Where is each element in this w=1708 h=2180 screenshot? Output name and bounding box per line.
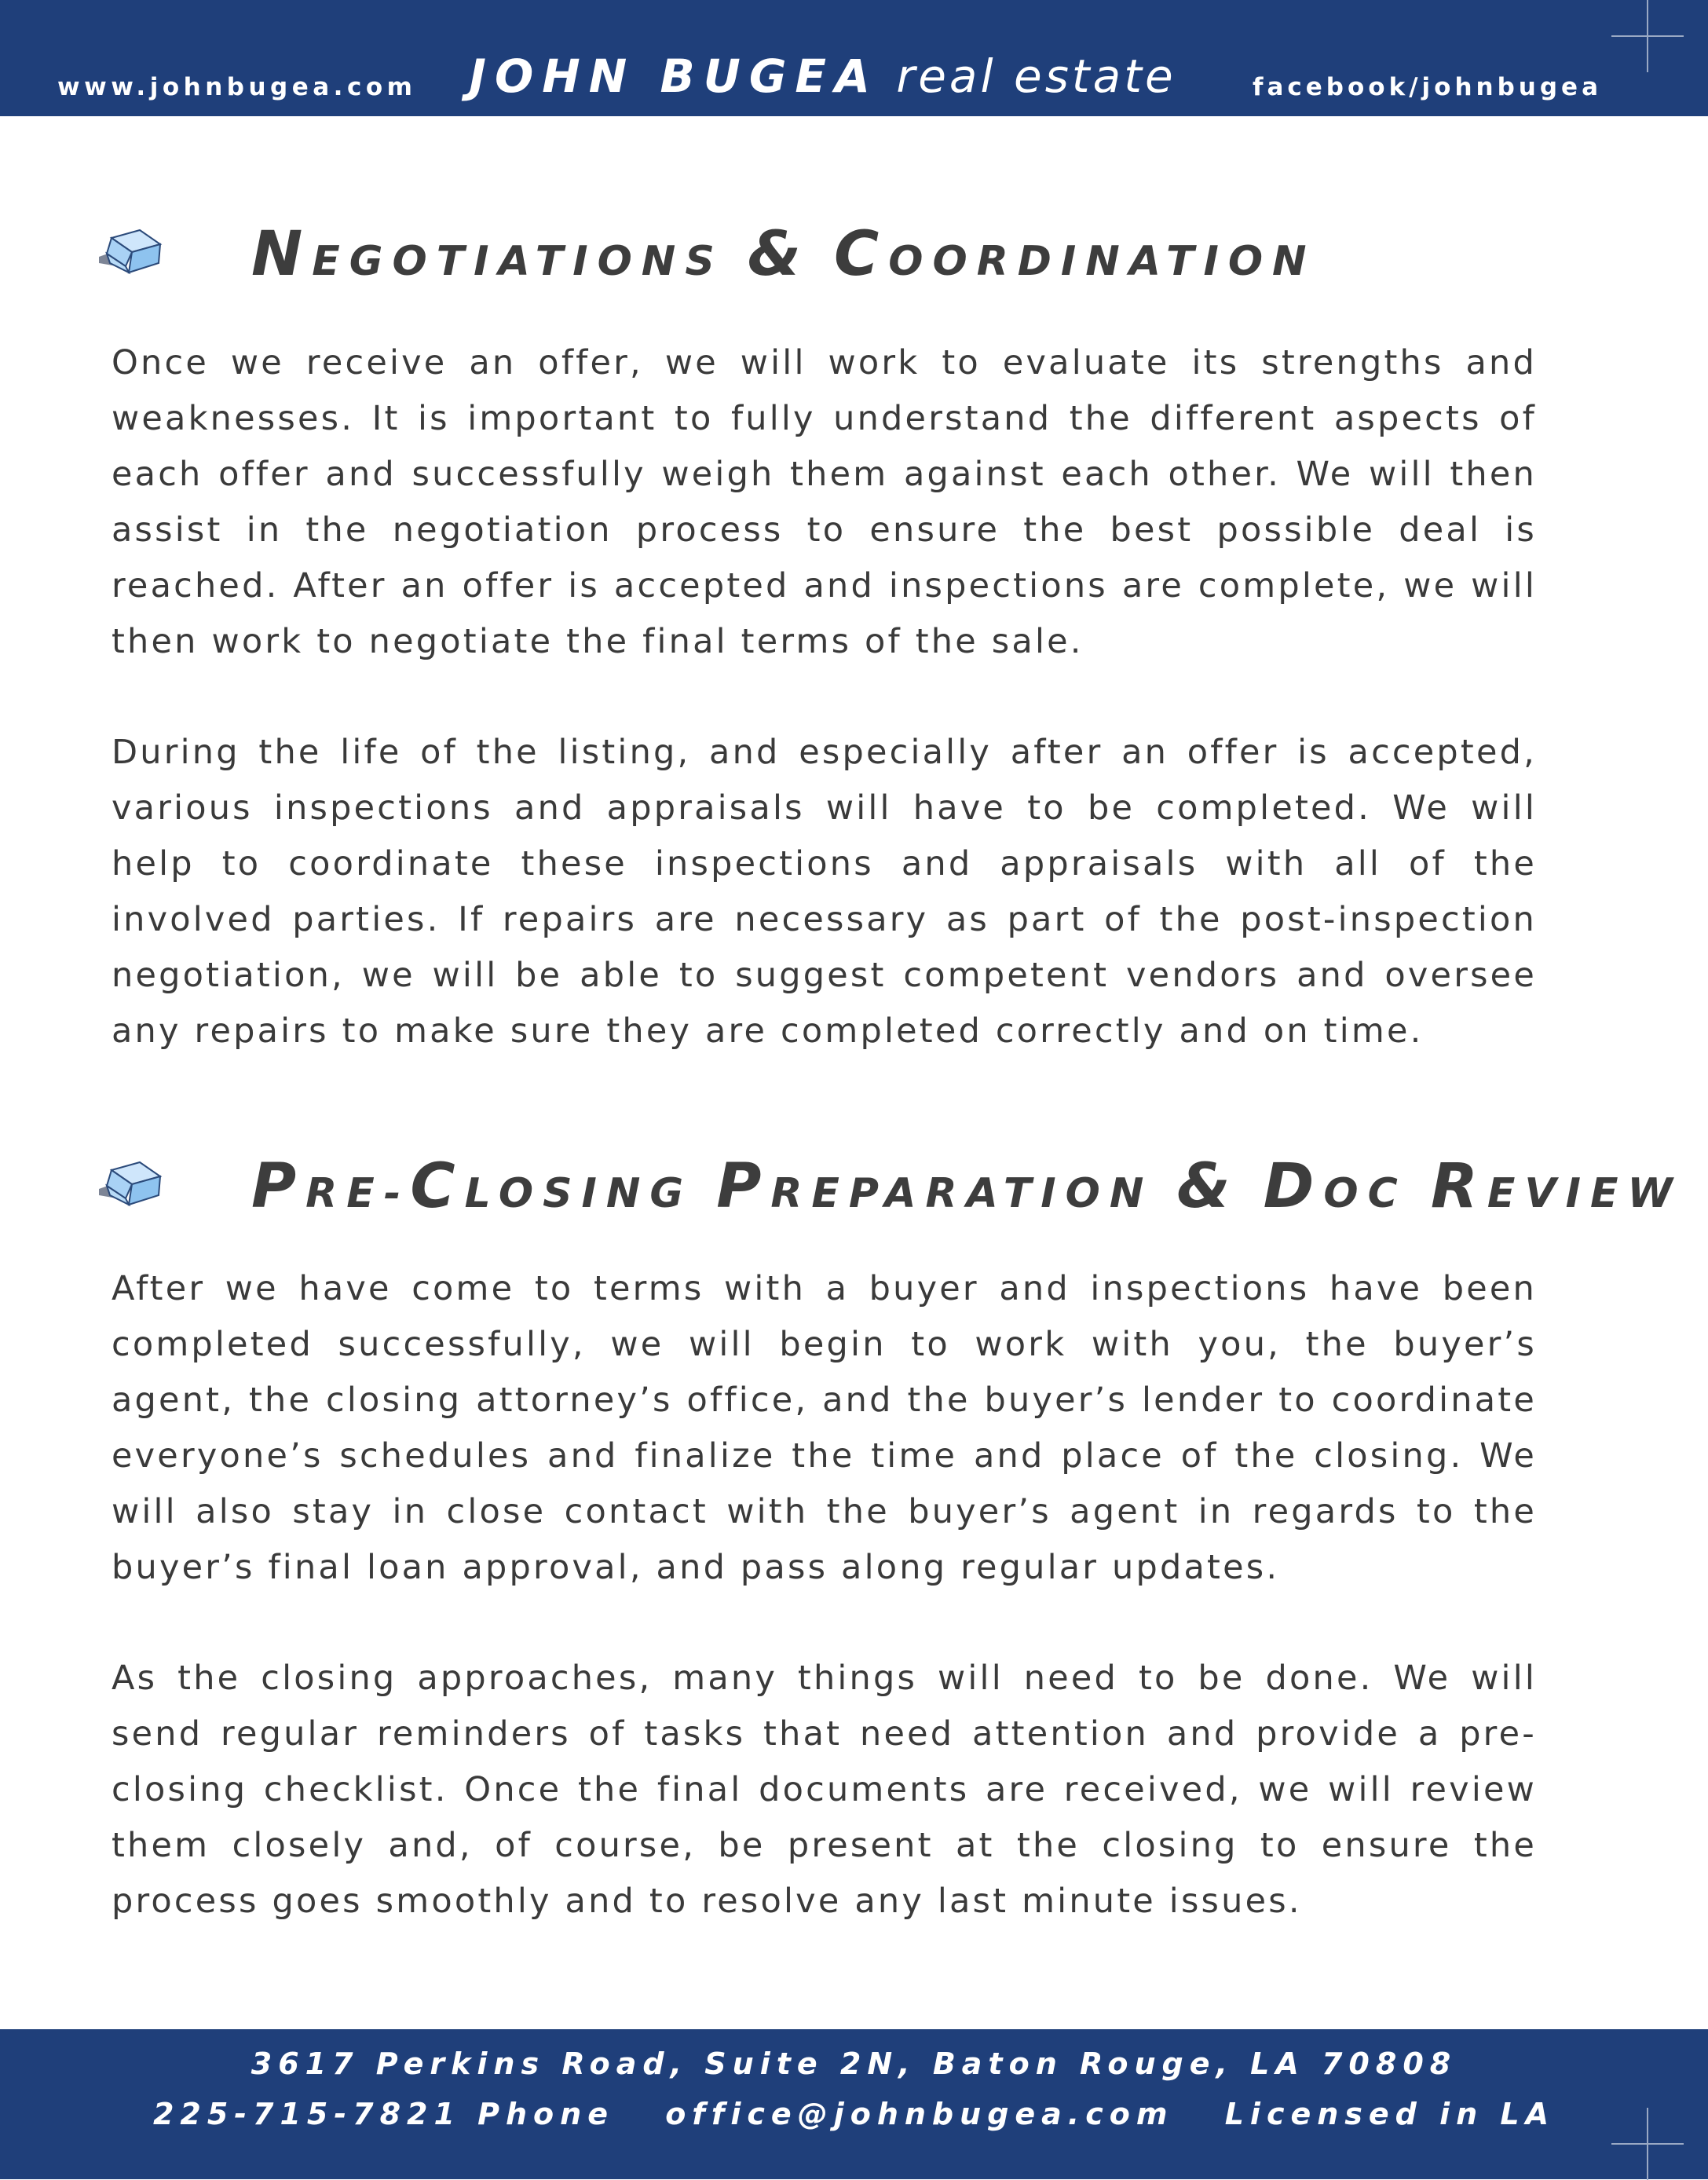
brand-name: JOHN BUGEA bbox=[469, 49, 879, 103]
house-icon bbox=[94, 224, 165, 280]
title-word: DOC bbox=[1263, 1151, 1407, 1222]
footer-phone: 225-715-7821 Phone bbox=[152, 2097, 614, 2131]
title-word: NEGOTIATIONS bbox=[251, 219, 724, 290]
paragraph: After we have come to terms with a buyer and inspections have been completed successfully, we will begin to work with you, the buyer’s agent, the closing attorney’s office, and the buyer’s lender to coordinate everyone’s schedules and finalize the time and place of the closing. We will also stay in close contact with the buyer’s agent in regards to the buyer’s final loan approval, and pass along regular updates. bbox=[112, 1269, 1537, 1587]
facebook-link[interactable]: facebook/johnbugea bbox=[1253, 73, 1602, 101]
footer-contact bbox=[0, 2097, 1708, 2131]
section-title bbox=[251, 1151, 1682, 1222]
footer-bar bbox=[0, 2029, 1708, 2179]
paragraph: Once we receive an offer, we will work to evaluate its strengths and weaknesses. It is important to fully understand the different aspects of each offer and successfully weigh them against each other. We will then assist in the negotiation process to ensure the best possible deal is reached. After an offer is accepted and inspections are complete, we will then work to negotiate the final terms of the sale. bbox=[112, 343, 1537, 661]
title-word: & bbox=[1176, 1151, 1240, 1222]
website-link[interactable]: www.johnbugea.com bbox=[57, 73, 417, 101]
house-icon bbox=[94, 1156, 165, 1213]
title-word: PRE-CLOSING bbox=[251, 1151, 693, 1222]
header-bar bbox=[0, 0, 1708, 116]
section-title bbox=[251, 219, 1316, 290]
brand-suffix: real estate bbox=[896, 49, 1176, 103]
title-word: REVIEW bbox=[1430, 1151, 1682, 1222]
title-word: & bbox=[747, 219, 810, 290]
paragraph: As the closing approaches, many things will need to be done. We will send regular reminders of tasks that need attention and provide a pre-closing checklist. Once the final documents are received, we will review them closely and, of course, be present at the closing to ensure the process goes smoothly and to resolve any last minute issues. bbox=[112, 1659, 1537, 1921]
footer-email[interactable]: office@johnbugea.com bbox=[665, 2097, 1174, 2131]
footer-address: 3617 Perkins Road, Suite 2N, Baton Rouge, LA 70808 bbox=[251, 2046, 1457, 2081]
footer-license: Licensed in LA bbox=[1224, 2097, 1556, 2131]
crop-mark-icon bbox=[1611, 0, 1684, 72]
title-word: COORDINATION bbox=[834, 219, 1316, 290]
paragraph: During the life of the listing, and especially after an offer is accepted, various inspections and appraisals will have to be completed. We will help to coordinate these inspections and appraisals with all of the involved parties. If repairs are necessary as part of the post-inspection negotiation, we will be able to suggest competent vendors and oversee any repairs to make sure they are completed correctly and on time. bbox=[112, 733, 1537, 1051]
crop-mark-icon bbox=[1611, 2108, 1684, 2180]
title-word: PREPARATION bbox=[716, 1151, 1154, 1222]
